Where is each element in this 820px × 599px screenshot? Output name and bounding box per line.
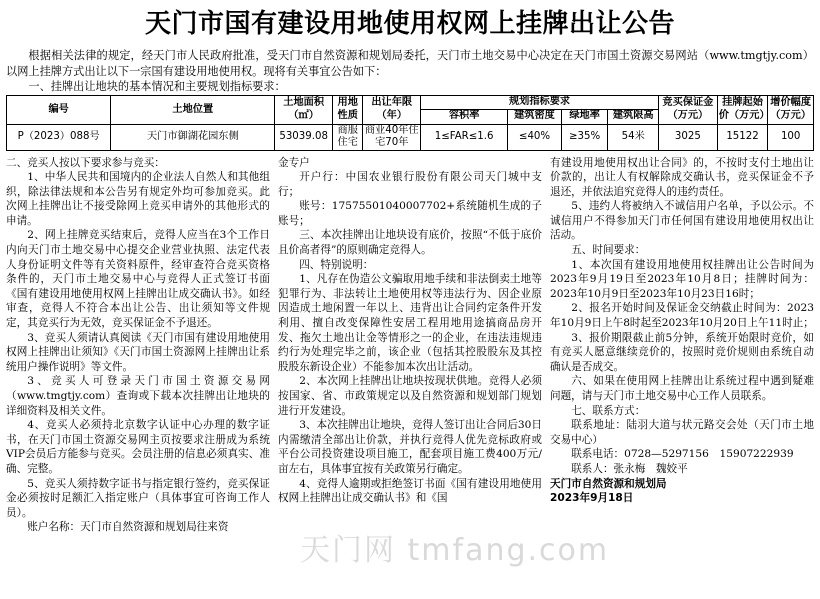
col-code: 编号 xyxy=(7,96,111,125)
paragraph: 有建设用地使用权出让合同》的，不按时支付土地出让价款的，出让人有权解除成交确认书，竞买保证金不予退还，并依法追究竞得人的违约责任。 xyxy=(550,156,814,198)
paragraph: 联系地址：陆羽大道与状元路交会处（天门市土地交易中心） xyxy=(550,419,814,446)
col-location: 土地位置 xyxy=(111,96,275,125)
paragraph: 四、特别说明： xyxy=(299,258,374,271)
cell-term: 商业40年住宅70年 xyxy=(364,124,419,148)
paragraph: 三、本次挂牌出让地块设有底价，按照“不低于底价且价高者得”的原则确定竞得人。 xyxy=(278,229,542,257)
table-row xyxy=(7,124,814,150)
column-3 xyxy=(550,156,814,535)
paragraph: 4、竞得人逾期或拒绝签订书面《国有建设用地使用权网上挂牌出让成交确认书》和《国 xyxy=(278,477,542,505)
paragraph: 2、本次网上挂牌出让地块按现状供地。竞得人必须按国家、省、市政策规定以及自然资源和规划部门规划进行开发建设。 xyxy=(278,375,542,417)
cell-density: ≤40% xyxy=(508,124,562,150)
signature-org: 天门市自然资源和规划局 xyxy=(550,477,667,490)
paragraph: 六、如果在使用网上挂牌出让系统过程中遇到疑难问题，请与天门市土地交易中心工作人员联系。 xyxy=(550,375,814,402)
land-info-table xyxy=(6,95,814,151)
col-planning: 规划指标要求 xyxy=(421,96,659,110)
paragraph: 1、凡存在伪造公文骗取用地手续和非法倒卖土地等犯罪行为、非法转让土地使用权等违法行为、因企业原因造成土地闲置一年以上、违背出让合同约定条件开发利用、擅自改变保障性安居工程用地用途搞商品房开发、拖欠土地出让金等情形之一的企业，在违法违规违约行为处理完毕之前，该企业（包括其控股股东及其控股股东新设企业）不能参加本次出让活动。 xyxy=(278,273,542,373)
paragraph: 4、竞买人必须持北京数字认证中心办理的数字证书，在天门市国土资源交易网主页按要求注册成为系统VIP会员后方能参与竞买。会员注册的信息必须真实、准确、完整。 xyxy=(6,419,270,475)
col-far: 容积率 xyxy=(421,109,508,124)
paragraph: 七、联系方式： xyxy=(571,404,646,417)
paragraph: 2、报名开始时间及保证金交纳截止时间为：2023年10月9日上午8时起至2023年10月20日上午11时止； xyxy=(550,302,814,330)
col-increment: 增价幅度（万元） xyxy=(768,96,814,125)
paragraph: 1、中华人民共和国境内的企业法人自然人和其他组织，除法律法规和本公告另有规定外均可参加竞买。此次网上挂牌出让不接受除网上竞买申请外的其他形式的申请。 xyxy=(6,171,270,227)
paragraph: 2、网上挂牌竞买结束后，竞得人应当在3个工作日内向天门市土地交易中心提交企业营业执照、法定代表人身份证明文件等有关资料原件，经审查符合竞买资格条件的，天门市土地交易中心与竞得人正式签订书面《国有建设用地使用权网上挂牌出让成交确认书》。如经审查，竞得人不符合本出让公告、出让须知等文件规定，其竞买行为无效，竞买保证金不予退还。 xyxy=(6,229,270,330)
column-2 xyxy=(278,156,542,535)
paragraph: 3、本次挂牌出让地块，竞得人签订出让合同后30日内需缴清全部出让价款，并执行竞得人优先竞标政府或平台公司投资建设项目施工，配套项目施工费400万元/亩左右，具体事宜按有关政策另行确定。 xyxy=(278,419,542,475)
col-deposit: 竞买保证金（万元） xyxy=(659,96,718,125)
watermark: 天门网 tmfang.com xyxy=(300,533,610,568)
paragraph: 账户名称：天门市自然资源和规划局往来资 xyxy=(27,521,229,534)
signature-date: 2023年9月18日 xyxy=(550,492,634,505)
paragraph: 金专户 xyxy=(278,156,310,169)
col-start-price: 挂牌起始价（万元） xyxy=(717,96,768,125)
paragraph: 联系电话：0728—5297156 15907222939 xyxy=(571,448,794,461)
cell-code: P（2023）088号 xyxy=(7,124,111,150)
paragraph: 开户行：中国农业银行股份有限公司天门城中支行； xyxy=(278,171,542,198)
section-1-heading: 一、挂牌出让地块的基本情况和主要规划指标要求： xyxy=(28,80,286,93)
table-header-row xyxy=(7,96,814,110)
paragraph: 5、违约人将被纳入不诚信用户名单，予以公示。不诚信用户不得参加天门市任何国有建设用地使用权出让活动。 xyxy=(550,200,814,242)
col1-heading: 二、竞买人按以下要求参与竞买： xyxy=(6,156,165,169)
cell-increment: 100 xyxy=(768,124,814,150)
cell-green: ≥35% xyxy=(561,124,608,150)
col-use: 用地性质 xyxy=(333,96,363,125)
paragraph: 五、时间要求： xyxy=(571,244,646,257)
col-area: 土地面积（㎡） xyxy=(275,96,333,125)
column-1 xyxy=(6,156,270,535)
intro-paragraph: 根据相关法律的规定，经天门市人民政府批准，受天门市自然资源和规划局委托，天门市土地交易中心决定在天门市国土资源交易网站（www.tmgtjy.com）以网上挂牌方式出让以下一宗国有建设用地使用权。现将有关事宜公告如下： xyxy=(6,49,814,78)
cell-start-price: 15122 xyxy=(717,124,768,150)
paragraph: 1、本次国有建设用地使用权挂牌出让公告时间为2023年9月19日至2023年10月8日；挂牌时间为：2023年10月9日至2023年10月23日16时； xyxy=(550,258,814,300)
col-height: 建筑限高 xyxy=(608,109,659,124)
cell-use: 商服住宅 xyxy=(333,124,363,150)
cell-deposit: 3025 xyxy=(659,124,718,150)
body-columns xyxy=(6,156,814,535)
paragraph: 账号：17575501040007702+系统随机生成的子账号； xyxy=(278,200,542,227)
cell-height: 54米 xyxy=(608,124,659,150)
col-green: 绿地率 xyxy=(561,109,608,124)
paragraph: 联系人：张永梅 魏姣平 xyxy=(571,462,688,475)
cell-area: 53039.08 xyxy=(275,124,333,150)
cell-far: 1≤FAR≤1.6 xyxy=(421,124,508,150)
paragraph: 5、竞买人须持数字证书与指定银行签约，竞买保证金必须按时足额汇入指定账户（具体事宜可咨询工作人员）。 xyxy=(6,477,270,519)
paragraph: 3、报价期限截止前5分钟，系统开始限时竞价，如有竞买人愿意继续竞价的，按照时竞价规则由系统自动确认是否成交。 xyxy=(550,331,814,373)
col-term: 出让年限（年） xyxy=(363,96,421,125)
col-density: 建筑密度 xyxy=(508,109,562,124)
paragraph: 3、竞买人可登录天门市国土资源交易网（www.tmgtjy.com）查询或下载本次挂牌出让地块的详细资料及相关文件。 xyxy=(6,375,270,417)
paragraph: 3、竞买人须请认真阅读《天门市国有建设用地使用权网上挂牌出让须知》《天门市国土资源网上挂牌出让系统用户操作说明》等文件。 xyxy=(6,331,270,373)
cell-location: 天门市御湖花园东侧 xyxy=(111,124,275,150)
page-title: 天门市国有建设用地使用权网上挂牌出让公告 xyxy=(144,9,675,39)
